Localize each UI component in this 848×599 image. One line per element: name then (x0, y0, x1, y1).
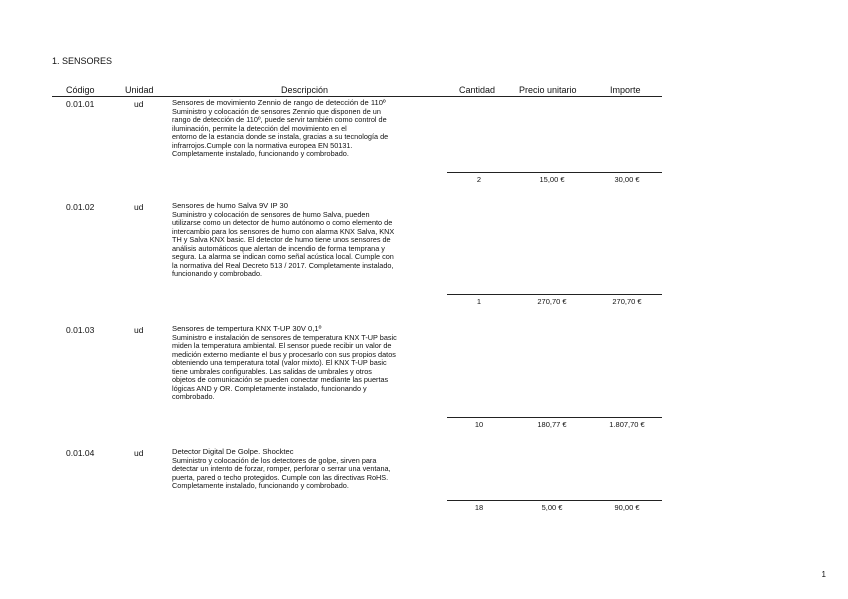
desc-line: iluminación, permite la detección del movimiento en el (172, 123, 347, 133)
item-description (172, 448, 447, 491)
item-total: 270,70 € (612, 297, 642, 306)
header-unidad: Unidad (125, 85, 154, 95)
item-code: 0.01.01 (66, 99, 95, 109)
item-price: 5,00 € (541, 503, 563, 512)
desc-line: Suministro y colocación de los detectores de golpe, sirven para (172, 455, 377, 465)
desc-line: miden la temperatura ambiental. El sensor puede recibir un valor de (172, 341, 392, 350)
desc-line: funcionando y combrobado. (172, 269, 263, 278)
item-unit: ud (134, 202, 144, 212)
desc-line: puerta, pared o techo protegidos. Cumple con las directivas RoHS. (172, 472, 389, 482)
desc-line: Suministro e instalación de sensores de temperatura KNX T-UP basic (172, 332, 397, 342)
item-title: Sensores de humo Salva 9V IP 30 (172, 201, 288, 210)
desc-line: objetos de comunicación se pueden conectar mediante las puertas (172, 375, 389, 384)
header-cantidad: Cantidad (459, 85, 496, 95)
item-qty: 2 (476, 175, 482, 184)
item-unit: ud (134, 448, 144, 458)
item-description (172, 99, 447, 159)
desc-line: Completamente instalado, funcionando y combrobado. (172, 481, 349, 490)
desc-line: utilizarse como un detector de humo autónomo o como elemento de (172, 218, 393, 227)
row-divider (447, 172, 662, 173)
item-total: 90,00 € (614, 503, 640, 512)
desc-line: Suministro y colocación de sensores Zennio que disponen de un (172, 106, 381, 116)
item-description (172, 202, 447, 279)
desc-line: Suministro y colocación de sensores de humo Salva, pueden (172, 209, 370, 219)
item-unit: ud (134, 99, 144, 109)
item-total: 1.807,70 € (609, 420, 645, 429)
desc-line: intercambio para los sensores de humo con alarma KNX Salva, KNX (172, 226, 395, 236)
row-divider (447, 294, 662, 295)
desc-line: la normativa del Real Decreto 513 / 2017. Completamente instalado, (172, 260, 394, 270)
desc-line: rango de detección de 110º, puede servir también como control de (172, 115, 387, 124)
desc-line: medición externo mediante el bus y procesarlo con sus propios datos (172, 349, 396, 359)
desc-line: obteniendo una temperatura total (valor mixto). El KNX T-UP basic (172, 358, 387, 367)
item-qty: 10 (474, 420, 484, 429)
header-divider (52, 96, 662, 97)
item-code: 0.01.03 (66, 325, 95, 335)
item-title: Detector Digital De Golpe. Shocktec (172, 447, 294, 456)
item-code: 0.01.04 (66, 448, 95, 458)
desc-line: infrarrojos.Cumple con la normativa europea EN 50131. (172, 140, 353, 150)
item-qty: 1 (476, 297, 482, 306)
item-total: 30,00 € (614, 175, 640, 184)
section-title: 1. SENSORES (52, 56, 113, 66)
item-title: Sensores de movimiento Zennio de rango de detección de 110º (172, 98, 386, 107)
header-descripcion: Descripción (281, 85, 329, 95)
desc-line: detectar un intento de forzar, romper, perforar o serrar una ventana, (172, 464, 391, 473)
row-divider (447, 500, 662, 501)
header-precio: Precio unitario (519, 85, 577, 95)
desc-line: TH y Salva KNX basic. El detector de humo tiene unos sensores de (172, 235, 391, 244)
item-code: 0.01.02 (66, 202, 95, 212)
desc-line: combrobado. (172, 392, 215, 401)
page-number: 1 (821, 570, 826, 579)
item-price: 15,00 € (539, 175, 565, 184)
header-importe: Importe (610, 85, 641, 95)
item-price: 180,77 € (537, 420, 567, 429)
item-price: 270,70 € (537, 297, 567, 306)
desc-line: entorno de la estancia donde se instala, gracias a su tecnología de (172, 132, 389, 141)
desc-line: segura. La alarma se indican como señal acústica local. Cumple con (172, 252, 394, 261)
desc-line: lógicas AND y OR. Completamente instalado, funcionando y (172, 383, 367, 393)
item-title: Sensores de tempertura KNX T-UP 30V 0,1º (172, 324, 322, 333)
header-codigo: Código (66, 85, 95, 95)
item-unit: ud (134, 325, 144, 335)
desc-line: tiene umbrales configurables. Las salidas de umbrales y otros (172, 366, 372, 376)
row-divider (447, 417, 662, 418)
desc-line: Completamente instalado, funcionando y combrobado. (172, 149, 349, 158)
item-description (172, 325, 447, 402)
desc-line: análisis automáticos que alertan de incendio de forma temprana y (172, 243, 385, 253)
item-qty: 18 (474, 503, 484, 512)
